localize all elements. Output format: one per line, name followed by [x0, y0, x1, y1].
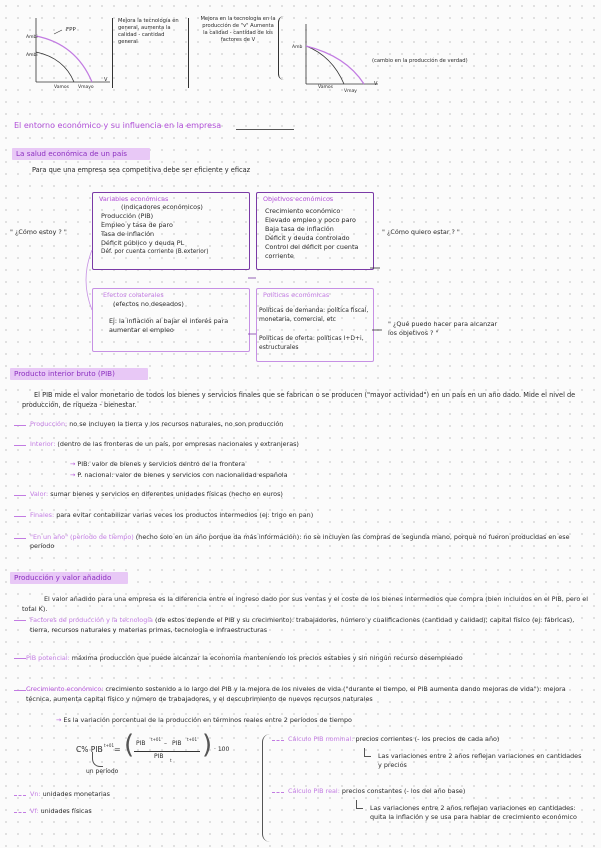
- list-item: Déficit y deuda controlado: [265, 234, 350, 242]
- brace: [278, 16, 285, 80]
- axis-label-b1: Vamos: [318, 85, 333, 90]
- axis-label-b2: Vmay: [344, 89, 357, 94]
- formula-den: PIB: [154, 753, 164, 760]
- list-item: Tasa de inflación: [101, 230, 155, 238]
- list-item: Control del déficit por cuenta corriente: [265, 243, 359, 260]
- bullet-dash: [14, 538, 26, 539]
- formula-sup: t+01: [104, 743, 115, 748]
- bullet-dash: [14, 620, 26, 621]
- arrow-bend: [356, 800, 363, 809]
- main-title: El entorno económico y su influencia en la empresa: [14, 121, 222, 130]
- brace-small: [92, 752, 103, 767]
- fraction-line: [134, 751, 200, 752]
- formula-lhs: C% PIB: [76, 745, 103, 754]
- paren-open: (: [124, 730, 135, 760]
- factores-item: Factores de producción y la tecnología (de estos depende el PIB y su crecimiento): trabajadores, número y cualificaciones (cantidad y calidad); capital físico (ej: fábricas), tierra, recursos naturales y materias primas, tecnología e infraestructuras: [30, 616, 575, 634]
- pib-item-4: Finales: para evitar contabilizar varias veces los productos intermedios (ej: trigo en pan): [30, 511, 314, 519]
- box-text: Ej: la inflación al bajar el interés para aumentar el empleo: [109, 317, 229, 334]
- vf-item: Vf: unidades físicas: [30, 807, 92, 815]
- bullet-dash: [272, 792, 284, 793]
- list-item: Empleo y tasa de paro: [101, 221, 173, 229]
- list-item: Políticas de oferta: políticas I+D+i, estructurales: [259, 335, 364, 351]
- pib-real-sub: Las variaciones entre 2 años reflejan variaciones en cantidades: quita la inflación y se usa para hablar de crecimiento económico: [370, 804, 577, 821]
- pib-item-2a: → PIB: valor de bienes y servicios dentro de la frontera: [70, 460, 246, 468]
- bullet-dash: [14, 516, 26, 517]
- axis-label-b2: Vmayo: [78, 85, 94, 90]
- note-tech-general: Mejora la tecnología en general, aumenta la calidad - cantidad general: [118, 18, 179, 45]
- list-item: Baja tasa de inflación: [265, 225, 334, 233]
- note-cambio: (cambio en la producción de verdad): [372, 58, 468, 64]
- bullet-dash: [14, 425, 26, 426]
- bracket-left: [112, 18, 113, 88]
- formula-num1: PIB: [136, 740, 146, 747]
- section-title: Producción y valor añadido: [14, 573, 112, 582]
- question-left: " ¿Cómo estoy ? ": [10, 228, 67, 236]
- question-right-2: " ¿Qué puedo hacer para alcanzar los objetivos ? ": [388, 320, 498, 337]
- section-band-salud: [12, 148, 150, 160]
- list-item: Políticas de demanda: política fiscal, monetaria, comercial, etc: [259, 307, 369, 323]
- cycle-arrows: [70, 180, 410, 370]
- arrow-bend: [364, 748, 371, 757]
- axis-label-v: V: [104, 77, 108, 83]
- formula-num2: PIB: [172, 740, 182, 747]
- bullet-dash: [14, 495, 26, 496]
- note-tech-v: Mejora en la tecnología en la producción de "v" Aumenta la calidad - cantidad de los factores de V: [200, 16, 276, 43]
- list-item: Déf. por cuenta corriente (B.exterior): [101, 249, 209, 255]
- crecimiento-item: Crecimiento económico: crecimiento sostenido a lo largo del PIB y la mejora de los niveles de vida ("durante el tiempo, el PIB aumenta dando mejoras de vida"): mejora técnica, aumenta capital físico y número de trabajadores, y el descubrimiento de nuevos recursos naturales: [26, 685, 566, 703]
- pib-nominal-sub: Las variaciones entre 2 años reflejan variaciones en cantidades y precios: [378, 752, 582, 769]
- pib-potencial-item: PIB potencial: máxima producción que puede alcanzar la economía manteniendo los precios estables y sin ningún recurso desempleado: [26, 654, 463, 662]
- valor-anadido-definition: El valor añadido para una empresa es la diferencia entre el ingreso dado por sus ventas y el coste de los bienes intermedios que compra (bien incluidos en el PIB, pero el total K).: [22, 595, 588, 613]
- section-band-pib: [10, 368, 148, 380]
- vn-item: Vn: unidades monetarias: [30, 790, 111, 798]
- pib-item-2b: → P. nacional: valor de bienes y servicios con nacionalidad española: [70, 471, 288, 479]
- formula-sub: t: [170, 758, 172, 763]
- box-title: Efectos colaterales: [103, 291, 164, 299]
- bullet-dash: [272, 740, 284, 741]
- axis-label-a1: Ambi: [26, 35, 38, 40]
- box-title: Políticas económicas: [263, 291, 330, 299]
- list-item: Producción (PIB): [101, 212, 154, 220]
- axis-label-b1: Vamos: [54, 85, 69, 90]
- box-title: Variables económicas: [99, 195, 169, 203]
- list-item: Crecimiento económico: [265, 207, 341, 215]
- list-item: Déficit público y deuda PL: [101, 239, 185, 247]
- pib-nominal-item: Cálculo PIB nominal: precios corrientes (- los precios de cada año): [288, 735, 500, 743]
- crecimiento-sub: → Es la variación porcentual de la producción en términos reales entre 2 períodos de tiempo: [56, 716, 352, 724]
- pib-item-5: "En un año" (período de tiempo) (hecho solo en un año porque da más información): no se incluyen las compras de segunda mano, porque no fueron producidas en ese período: [30, 533, 570, 550]
- bullet-dash: [14, 445, 26, 446]
- box-subtitle: (efectos no deseados): [113, 300, 184, 308]
- bullet-dash: [14, 795, 26, 796]
- pib-definition: El PIB mide el valor monetario de todos los bienes y servicios finales que se fabrican o se producen ("mayor actividad") en un país en un año dado. Mide el nivel de producción, de riqueza - bienestar.: [22, 391, 576, 409]
- section-band-produccion: [10, 572, 128, 584]
- list-item: Elevado empleo y poco paro: [265, 216, 356, 224]
- formula-sup: t+01: [187, 737, 198, 742]
- formula-sup: t+01: [151, 737, 162, 742]
- formula-tail: · 100: [214, 746, 230, 753]
- divider: [188, 18, 189, 88]
- box-title: Objetivos económicos: [263, 195, 334, 203]
- growth-formula: C% PIB t+01 = ( PIB t+01 – PIB t+01 PIB t ) · 100: [76, 734, 242, 774]
- title-underline: [236, 129, 294, 130]
- brace-large: [262, 734, 271, 842]
- pib-real-item: Cálculo PIB real: precios constantes (- los del año base): [288, 787, 466, 795]
- pib-item-1: Producción: no se incluyen la tierra y los recursos naturales, no son producción: [30, 420, 284, 428]
- ppf-label: FPP: [66, 27, 76, 33]
- ppf-graph-2: [288, 20, 384, 96]
- intro-text: Para que una empresa sea competitiva debe ser eficiente y eficaz: [32, 166, 251, 174]
- axis-label-a: Amb: [292, 45, 303, 50]
- axis-label-a2: Ambi: [26, 53, 38, 58]
- section-title: La salud económica de un país: [16, 149, 127, 158]
- section-title: Producto interior bruto (PIB): [14, 369, 115, 378]
- pib-item-2: Interior: (dentro de las fronteras de un país, por empresas nacionales y extranjeras): [30, 440, 299, 448]
- bullet-dash: [14, 812, 26, 813]
- paren-close: ): [202, 730, 213, 760]
- question-right-1: " ¿Cómo quiero estar ? ": [382, 228, 460, 236]
- pib-item-3: Valor: sumar bienes y servicios en diferentes unidades físicas (hecho en euros): [30, 490, 283, 498]
- bullet-dash: [14, 690, 26, 691]
- un-periodo-label: un período: [86, 768, 119, 775]
- bullet-dash: [14, 658, 26, 659]
- box-subtitle: (indicadores económicos): [121, 203, 203, 211]
- axis-label-v: V: [374, 81, 378, 87]
